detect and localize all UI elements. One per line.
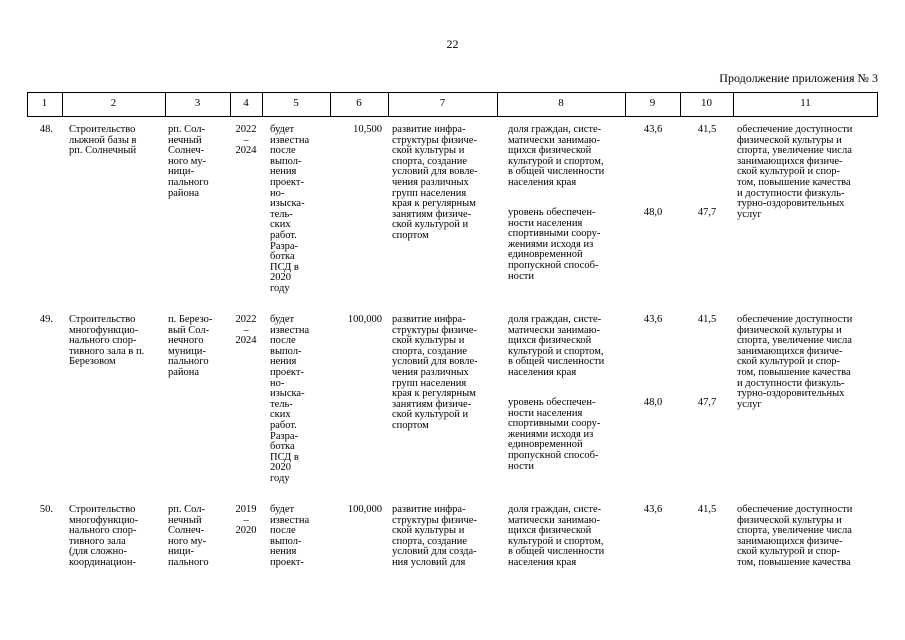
row-48-location-line: пального (168, 176, 209, 188)
row-50-result-line: обеспечение доступности (737, 504, 853, 515)
row-49-goal-line: развитие инфра- (392, 314, 466, 325)
row-49-years-line: 2022 (235, 314, 257, 325)
row-48-indicator-2-line: уровень обеспечен- (508, 207, 596, 218)
row-48-capacity-line: тель- (270, 208, 293, 220)
row-48-col9-value-1: 43,6 (643, 124, 663, 135)
row-48-capacity-line: выпол- (270, 155, 302, 167)
row-50-location-line: ници- (168, 546, 194, 558)
row-48-capacity-line: нения (270, 166, 297, 178)
row-48-object-name-line: лыжной базы в (69, 134, 137, 146)
header-cell-2: 2 (110, 97, 117, 109)
row-48-result-line: том, повышение качества (737, 176, 851, 188)
row-50-indicator-1-line: населения края (508, 556, 577, 568)
row-49-capacity-line: нения (270, 356, 297, 368)
row-48-number: 48. (39, 124, 53, 135)
row-48-years-line: – (243, 134, 249, 146)
row-48-indicator-2 (508, 208, 624, 282)
row-49-result-line: и доступности физкуль- (737, 377, 845, 389)
row-50-location-line: пального (168, 556, 209, 568)
row-49-capacity-line: после (270, 335, 296, 347)
row-50-location (168, 505, 230, 569)
row-48-capacity-line: известна (270, 134, 310, 146)
row-49-indicator-1-line: доля граждан, систе- (508, 314, 602, 325)
row-49-goal-line: ской культуры и (392, 335, 465, 347)
row-50-object-name-line: Строительство (69, 504, 136, 515)
row-49-result-line: занимающихся физиче- (737, 345, 843, 357)
row-49-object-name-line: многофункцио- (69, 324, 139, 336)
row-49-capacity-line: году (270, 472, 290, 484)
row-49-goal-line: спортом (392, 419, 429, 431)
row-48-result (737, 125, 877, 220)
row-50-object-name-line: координацион- (69, 556, 137, 568)
row-48-location-line: нечный (168, 134, 202, 146)
row-50-result-line: ской культурой и спор- (737, 546, 841, 558)
row-48-capacity-line: ских (270, 219, 291, 231)
row-50-result-line: том, повышение качества (737, 556, 851, 568)
row-49-goal-line: чения различных (392, 366, 469, 378)
row-48-col9-value-2: 48,0 (643, 207, 663, 218)
row-48-result-line: занимающихся физиче- (737, 155, 843, 167)
row-49-result (737, 315, 877, 410)
row-49-capacity-line: ботка (270, 441, 295, 453)
header-cell-3: 3 (194, 97, 201, 109)
row-48-goal-line: развитие инфра- (392, 124, 466, 135)
row-48-location-line: ници- (168, 166, 194, 178)
row-49-indicator-1-line: щихся физической (508, 335, 592, 347)
row-48-cost: 10,500 (353, 124, 382, 135)
row-48-indicator-1 (508, 125, 624, 189)
row-48-goal-line: спортом (392, 229, 429, 241)
row-48-years-line: 2024 (235, 145, 257, 157)
row-48-result-line: спорта, увеличение числа (737, 145, 852, 157)
row-48-indicator-2-line: спортивными соору- (508, 228, 601, 240)
row-50-result (737, 505, 877, 569)
row-49-capacity-line: проект- (270, 366, 304, 378)
row-48-goal-line: края к регулярным (392, 198, 476, 210)
row-49-goal-line: края к регулярным (392, 388, 476, 400)
row-50-object-name-line: многофункцио- (69, 514, 139, 526)
row-50-years-line: 2019 (235, 504, 257, 515)
row-48-indicator-2-line: ности населения (508, 217, 583, 229)
row-49-capacity (270, 315, 330, 485)
row-48-indicator-1-line: матически занимаю- (508, 134, 600, 146)
row-48-indicator-1-line: в общей численности (508, 166, 605, 178)
row-48-object-name-line: рп. Солнечный (69, 145, 137, 157)
row-50-years-line: – (243, 514, 249, 526)
row-49-object-name-line: Березовом (69, 356, 116, 368)
row-50-capacity-line: проект- (270, 556, 304, 568)
row-49-indicator-2-line: спортивными соору- (508, 418, 601, 430)
row-49-indicator-1-line: матически занимаю- (508, 324, 600, 336)
row-50-number: 50. (39, 504, 53, 515)
row-49-capacity-line: известна (270, 324, 310, 336)
row-48-capacity-line: изыска- (270, 198, 305, 210)
row-49-capacity-line: но- (270, 377, 285, 389)
row-48-result-line: турно-оздоровительных (737, 198, 845, 210)
row-48-location-line: района (168, 187, 200, 199)
row-49-capacity-line: будет (270, 314, 295, 325)
row-49-object-name-line: нального спор- (69, 335, 137, 347)
row-49-col10-value-2: 47,7 (697, 397, 717, 408)
row-50-indicator-1-line: доля граждан, систе- (508, 504, 602, 515)
row-48-capacity-line: после (270, 145, 296, 157)
row-48-result-line: физической культуры и (737, 134, 842, 146)
row-50-goal-line: условий для созда- (392, 546, 477, 558)
row-48-col10-value-2: 47,7 (697, 207, 717, 218)
row-49-object-name (69, 315, 163, 368)
row-49-result-line: ской культурой и спор- (737, 356, 841, 368)
row-48-location-line: Солнеч- (168, 145, 205, 157)
row-49-result-line: спорта, увеличение числа (737, 335, 852, 347)
row-50-years-line: 2020 (235, 525, 257, 537)
row-48-capacity-line: но- (270, 187, 285, 199)
row-49-capacity-line: ПСД в (270, 451, 299, 463)
row-48-location-line: ного му- (168, 155, 207, 167)
row-48-capacity-line: работ. (270, 229, 297, 241)
row-49-object-name-line: Строительство (69, 314, 136, 325)
row-48-indicator-1-line: культурой и спортом, (508, 155, 604, 167)
row-49-indicator-2-line: единовременной (508, 439, 583, 451)
row-50-capacity-line: будет (270, 504, 295, 515)
row-49-cost: 100,000 (347, 314, 382, 325)
row-48-years (231, 125, 261, 157)
row-50-years (231, 505, 261, 537)
row-48-capacity-line: ботка (270, 251, 295, 263)
row-50-object-name-line: (для сложно- (69, 546, 128, 558)
row-49-capacity-line: изыска- (270, 388, 305, 400)
header-cell-8: 8 (558, 97, 564, 109)
row-48-result-line: услуг (737, 208, 762, 220)
row-48-capacity-line: году (270, 282, 290, 294)
row-50-goal-line: развитие инфра- (392, 504, 466, 515)
row-50-capacity-line: выпол- (270, 535, 302, 547)
row-49-col9-value-1: 43,6 (643, 314, 663, 325)
row-49-result-line: том, повышение качества (737, 366, 851, 378)
row-50-indicator-1-line: в общей численности (508, 546, 605, 558)
row-50-indicator-1-line: матически занимаю- (508, 514, 600, 526)
row-48-capacity (270, 125, 330, 295)
row-49-indicator-2-line: ности (508, 460, 534, 472)
row-48-indicator-1-line: щихся физической (508, 145, 592, 157)
row-48-result-line: обеспечение доступности (737, 124, 853, 135)
row-49-location-line: муници- (168, 345, 206, 357)
row-49-result-line: обеспечение доступности (737, 314, 853, 325)
row-49-result-line: турно-оздоровительных (737, 388, 845, 400)
row-49-years-line: – (243, 324, 249, 336)
row-49-goal-line: групп населения (392, 377, 467, 389)
row-49-goal (392, 315, 496, 432)
row-50-indicator-1 (508, 505, 624, 569)
row-48-object-name-line: Строительство (69, 124, 136, 135)
header-cell-5: 5 (293, 97, 299, 109)
row-48-goal-line: структуры физиче- (392, 134, 477, 146)
row-50-object-name-line: тивного зала (69, 535, 126, 547)
row-48-indicator-2-line: жениями исходя из (508, 238, 594, 250)
row-50-goal (392, 505, 496, 569)
row-48-result-line: и доступности физкуль- (737, 187, 845, 199)
row-49-object-name-line: тивного зала в п. (69, 345, 145, 357)
row-49-indicator-2-line: пропускной способ- (508, 449, 599, 461)
row-49-capacity-line: тель- (270, 398, 293, 410)
row-50-capacity-line: известна (270, 514, 310, 526)
row-49-col10-value-1: 41,5 (697, 314, 717, 325)
header-cell-9: 9 (649, 97, 656, 109)
row-48-location-line: рп. Сол- (168, 124, 205, 135)
row-48-indicator-1-line: доля граждан, систе- (508, 124, 602, 135)
row-49-goal-line: ской культурой и (392, 409, 469, 421)
header-cell-10: 10 (701, 97, 712, 109)
row-48-capacity-line: Разра- (270, 240, 299, 252)
header-cell-7: 7 (439, 97, 446, 109)
row-48-capacity-line: будет (270, 124, 295, 135)
row-48-capacity-line: проект- (270, 176, 304, 188)
row-50-capacity-line: после (270, 525, 296, 537)
row-50-result-line: занимающихся физиче- (737, 535, 843, 547)
row-50-cost: 100,000 (347, 504, 382, 515)
header-cell-11: 11 (800, 97, 811, 109)
row-50-location-line: ного му- (168, 535, 207, 547)
header-cell-6: 6 (356, 97, 362, 109)
row-49-result-line: физической культуры и (737, 324, 842, 336)
row-50-goal-line: спорта, создание (392, 535, 468, 547)
row-50-result-line: физической культуры и (737, 514, 842, 526)
row-48-indicator-2-line: ности (508, 270, 534, 282)
row-49-goal-line: структуры физиче- (392, 324, 477, 336)
row-50-indicator-1-line: культурой и спортом, (508, 535, 604, 547)
row-49-capacity-line: 2020 (270, 462, 291, 474)
table-header (27, 92, 878, 117)
row-49-capacity-line: выпол- (270, 345, 302, 357)
row-48-goal-line: спорта, создание (392, 155, 468, 167)
row-50-result-line: спорта, увеличение числа (737, 525, 852, 537)
row-50-capacity (270, 505, 330, 569)
row-50-col10-value-1: 41,5 (697, 504, 717, 515)
row-50-col9-value-1: 43,6 (643, 504, 663, 515)
row-48-goal-line: ской культуры и (392, 145, 465, 157)
row-48-goal-line: занятиям физиче- (392, 208, 472, 220)
row-48-location (168, 125, 230, 199)
row-49-capacity-line: Разра- (270, 430, 299, 442)
row-49-goal-line: условий для вовле- (392, 356, 478, 368)
row-50-object-name-line: нального спор- (69, 525, 137, 537)
row-49-years (231, 315, 261, 347)
row-50-location-line: нечный (168, 514, 202, 526)
row-49-capacity-line: работ. (270, 419, 297, 431)
row-49-indicator-1 (508, 315, 624, 379)
row-48-capacity-line: ПСД в (270, 261, 299, 273)
row-49-location-line: вый Сол- (168, 324, 210, 336)
row-49-goal-line: занятиям физиче- (392, 398, 472, 410)
row-49-indicator-2-line: ности населения (508, 407, 583, 419)
row-48-years-line: 2022 (235, 124, 257, 135)
row-48-goal-line: ской культурой и (392, 219, 469, 231)
row-49-indicator-1-line: культурой и спортом, (508, 345, 604, 357)
page-number: 22 (446, 37, 459, 51)
row-50-object-name (69, 505, 163, 569)
row-50-location-line: рп. Сол- (168, 504, 205, 515)
row-50-location-line: Солнеч- (168, 525, 205, 537)
row-50-goal-line: ской культуры и (392, 525, 465, 537)
row-48-goal-line: чения различных (392, 176, 469, 188)
row-49-number: 49. (39, 314, 53, 325)
row-50-goal-line: структуры физиче- (392, 514, 477, 526)
row-49-location-line: пального (168, 356, 209, 368)
row-50-goal-line: ния условий для (392, 556, 466, 568)
row-49-location (168, 315, 230, 379)
row-48-goal-line: групп населения (392, 187, 467, 199)
row-49-indicator-2-line: уровень обеспечен- (508, 397, 596, 408)
row-50-indicator-1-line: щихся физической (508, 525, 592, 537)
row-49-indicator-1-line: в общей численности (508, 356, 605, 368)
row-49-indicator-2-line: жениями исходя из (508, 428, 594, 440)
row-48-object-name (69, 125, 163, 157)
row-49-col9-value-2: 48,0 (643, 397, 663, 408)
row-49-capacity-line: ских (270, 409, 291, 421)
row-48-goal (392, 125, 496, 242)
row-48-col10-value-1: 41,5 (697, 124, 717, 135)
row-49-indicator-1-line: населения края (508, 366, 577, 378)
row-49-indicator-2 (508, 398, 624, 472)
header-cell-1: 1 (41, 97, 48, 109)
row-49-result-line: услуг (737, 398, 762, 410)
row-49-goal-line: спорта, создание (392, 345, 468, 357)
continuation-label: Продолжение приложения № 3 (719, 71, 878, 85)
row-50-capacity-line: нения (270, 546, 297, 558)
row-48-indicator-2-line: пропускной способ- (508, 259, 599, 271)
row-48-indicator-2-line: единовременной (508, 249, 583, 261)
row-48-capacity-line: 2020 (270, 272, 291, 284)
row-48-goal-line: условий для вовле- (392, 166, 478, 178)
row-48-result-line: ской культурой и спор- (737, 166, 841, 178)
row-49-years-line: 2024 (235, 335, 257, 347)
header-cell-4: 4 (243, 97, 249, 109)
row-49-location-line: п. Березо- (168, 314, 213, 325)
row-49-location-line: района (168, 366, 200, 378)
row-49-location-line: нечного (168, 335, 204, 347)
row-48-indicator-1-line: населения края (508, 176, 577, 188)
